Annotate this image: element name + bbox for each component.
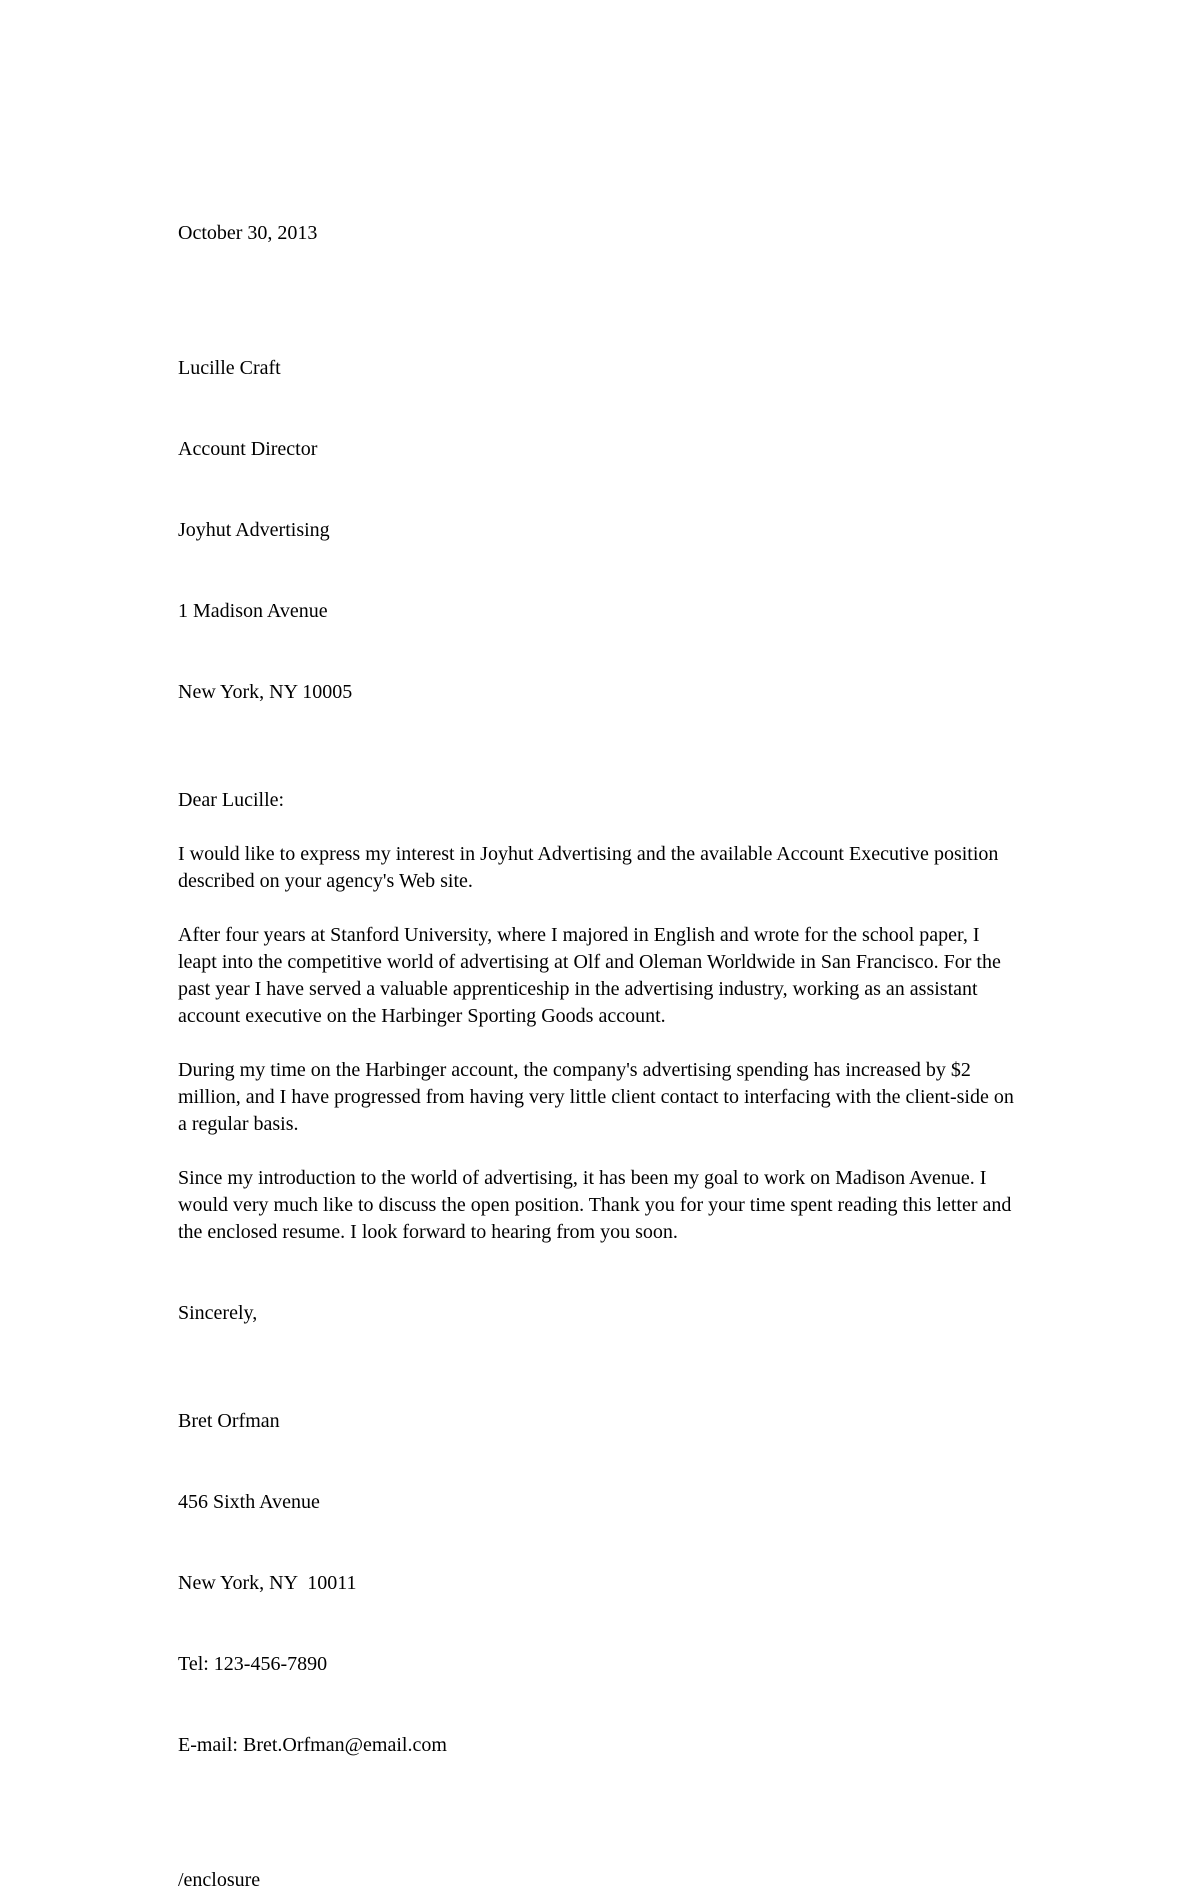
sender-street: 456 Sixth Avenue [178, 1491, 320, 1513]
letter-date: October 30, 2013 [178, 222, 318, 244]
body-paragraph: During my time on the Harbinger account, the company's advertising spending has increased by $2 million, and I have progressed from having very little client contact to interfacing with the client-side on a regular basis. [178, 1059, 1019, 1135]
sender-name: Bret Orfman [178, 1410, 280, 1432]
sender-email: E-mail: Bret.Orfman@email.com [178, 1734, 447, 1756]
enclosure-note: /enclosure [178, 1869, 261, 1891]
salutation: Dear Lucille: [178, 789, 285, 811]
recipient-title: Account Director [178, 438, 318, 460]
recipient-address-block [178, 301, 1018, 760]
recipient-city-state-zip: New York, NY 10005 [178, 681, 353, 703]
recipient-street: 1 Madison Avenue [178, 600, 328, 622]
body-paragraph: I would like to express my interest in Joyhut Advertising and the available Account Executive position described on your agency's Web site. [178, 843, 1004, 892]
body-paragraph: Since my introduction to the world of advertising, it has been my goal to work on Madison Avenue. I would very much like to discuss the open position. Thank you for your time spent reading this letter and the enclosed resume. I look forward to hearing from you soon. [178, 1167, 1017, 1243]
signature-block [178, 1354, 1018, 1813]
body-paragraph: After four years at Stanford University, where I majored in English and wrote for the school paper, I leapt into the competitive world of advertising at Olf and Oleman Worldwide in San Francisco. For the past year I have served a valuable apprenticeship in the advertising industry, working as an assistant account executive on the Harbinger Sporting Goods account. [178, 924, 1006, 1027]
closing: Sincerely, [178, 1302, 258, 1324]
sender-telephone: Tel: 123-456-7890 [178, 1653, 328, 1675]
recipient-name: Lucille Craft [178, 357, 281, 379]
recipient-company: Joyhut Advertising [178, 519, 330, 541]
sender-city-state-zip: New York, NY 10011 [178, 1572, 357, 1594]
